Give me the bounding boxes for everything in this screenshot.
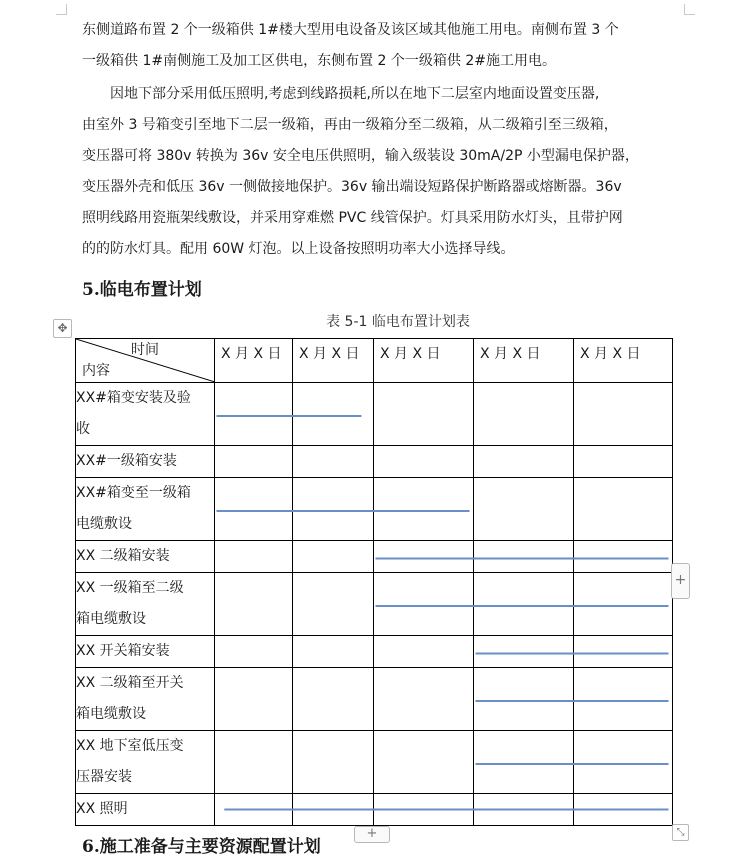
add-column-plus-icon[interactable]: + — [671, 563, 690, 599]
schedule-cell — [574, 668, 673, 731]
paragraph-power-distribution — [82, 15, 686, 77]
page-corner-mark-right — [684, 4, 695, 15]
table-row — [76, 668, 673, 731]
schedule-cell — [374, 383, 474, 446]
schedule-cell — [574, 794, 673, 826]
text-line: 由室外 3 号箱变引至地下二层一级箱，再由一级箱分至二级箱，从二级箱引至三级箱， — [82, 117, 618, 133]
task-label: XX#一级箱安装 — [76, 446, 215, 478]
text-line: 的的防水灯具。配用 60W 灯泡。以上设备按照明功率大小选择导线。 — [82, 241, 515, 257]
schedule-cell — [293, 446, 374, 478]
table-row — [76, 383, 673, 446]
schedule-cell — [374, 636, 474, 668]
schedule-cell — [374, 794, 474, 826]
table-row — [76, 636, 673, 668]
date-header: X 月 X 日 — [474, 339, 574, 383]
table-header-row — [76, 339, 673, 383]
schedule-cell — [293, 731, 374, 794]
schedule-cell — [293, 541, 374, 573]
schedule-cell — [215, 383, 293, 446]
text-line: 一级箱供 1#南侧施工及加工区供电，东侧布置 2 个一级箱供 2#施工用电。 — [82, 53, 556, 69]
task-label: XX 开关箱安装 — [76, 636, 215, 668]
date-header: X 月 X 日 — [215, 339, 293, 383]
text-line: 变压器可将 380v 转换为 36v 安全电压供照明，输入级装设 30mA/2P 小型漏电保护器， — [82, 148, 639, 164]
schedule-cell — [374, 478, 474, 541]
task-label: XX#箱变至一级箱 电缆敷设 — [76, 478, 215, 541]
task-label: XX 地下室低压变 压器安装 — [76, 731, 215, 794]
schedule-cell — [293, 794, 374, 826]
schedule-cell — [374, 541, 474, 573]
task-label: XX 二级箱至开关 箱电缆敷设 — [76, 668, 215, 731]
schedule-cell — [474, 668, 574, 731]
schedule-cell — [215, 541, 293, 573]
schedule-cell — [474, 636, 574, 668]
schedule-cell — [215, 478, 293, 541]
schedule-cell — [215, 573, 293, 636]
header-time-label: 时间 — [131, 342, 159, 358]
table-row — [76, 794, 673, 826]
schedule-cell — [293, 573, 374, 636]
schedule-cell — [474, 573, 574, 636]
schedule-cell — [215, 668, 293, 731]
schedule-cell — [474, 794, 574, 826]
table-row — [76, 446, 673, 478]
table-row — [76, 731, 673, 794]
table-row — [76, 573, 673, 636]
task-label: XX 二级箱安装 — [76, 541, 215, 573]
section-heading-6: 6.施工准备与主要资源配置计划 — [82, 837, 321, 857]
schedule-cell — [574, 636, 673, 668]
schedule-cell — [574, 573, 673, 636]
page-corner-mark-left — [56, 4, 67, 15]
text-line: 照明线路用瓷瓶架线敷设，并采用穿难燃 PVC 线管保护。灯具采用防水灯头，且带护网 — [82, 210, 623, 226]
date-header: X 月 X 日 — [374, 339, 474, 383]
schedule-cell — [574, 731, 673, 794]
schedule-cell — [215, 731, 293, 794]
schedule-cell — [293, 668, 374, 731]
text-line: 变压器外壳和低压 36v 一侧做接地保护。36v 输出端设短路保护断路器或熔断器。36v — [82, 179, 622, 195]
schedule-cell — [215, 446, 293, 478]
add-row-plus-icon[interactable]: + — [354, 826, 390, 843]
schedule-cell — [474, 731, 574, 794]
schedule-cell — [574, 478, 673, 541]
schedule-cell — [293, 636, 374, 668]
schedule-cell — [574, 541, 673, 573]
date-header: X 月 X 日 — [293, 339, 374, 383]
schedule-cell — [374, 668, 474, 731]
task-label: XX 一级箱至二级 箱电缆敷设 — [76, 573, 215, 636]
power-layout-schedule-table — [75, 338, 673, 826]
schedule-cell — [293, 383, 374, 446]
header-content-label: 内容 — [82, 363, 110, 379]
table-row — [76, 478, 673, 541]
diagonal-header-cell — [76, 339, 215, 383]
schedule-cell — [215, 636, 293, 668]
schedule-cell — [474, 383, 574, 446]
date-header: X 月 X 日 — [574, 339, 673, 383]
table-move-icon[interactable]: ✥ — [53, 319, 72, 338]
section-heading-5: 5.临电布置计划 — [82, 280, 202, 300]
schedule-cell — [574, 446, 673, 478]
paragraph-underground-lighting — [82, 79, 686, 265]
text-line: 东侧道路布置 2 个一级箱供 1#楼大型用电设备及该区域其他施工用电。南侧布置 3 个 — [82, 22, 619, 38]
schedule-cell — [474, 478, 574, 541]
schedule-cell — [574, 383, 673, 446]
schedule-cell — [474, 541, 574, 573]
table-row — [76, 541, 673, 573]
task-label: XX#箱变安装及验 收 — [76, 383, 215, 446]
schedule-cell — [215, 794, 293, 826]
table-caption: 表 5-1 临电布置计划表 — [326, 314, 470, 330]
task-label: XX 照明 — [76, 794, 215, 826]
schedule-cell — [374, 573, 474, 636]
text-line: 因地下部分采用低压照明,考虑到线路损耗,所以在地下二层室内地面设置变压器, — [110, 86, 600, 102]
schedule-cell — [474, 446, 574, 478]
schedule-cell — [293, 478, 374, 541]
table-resize-icon[interactable]: ⤡ — [672, 824, 689, 841]
schedule-cell — [374, 446, 474, 478]
schedule-cell — [374, 731, 474, 794]
